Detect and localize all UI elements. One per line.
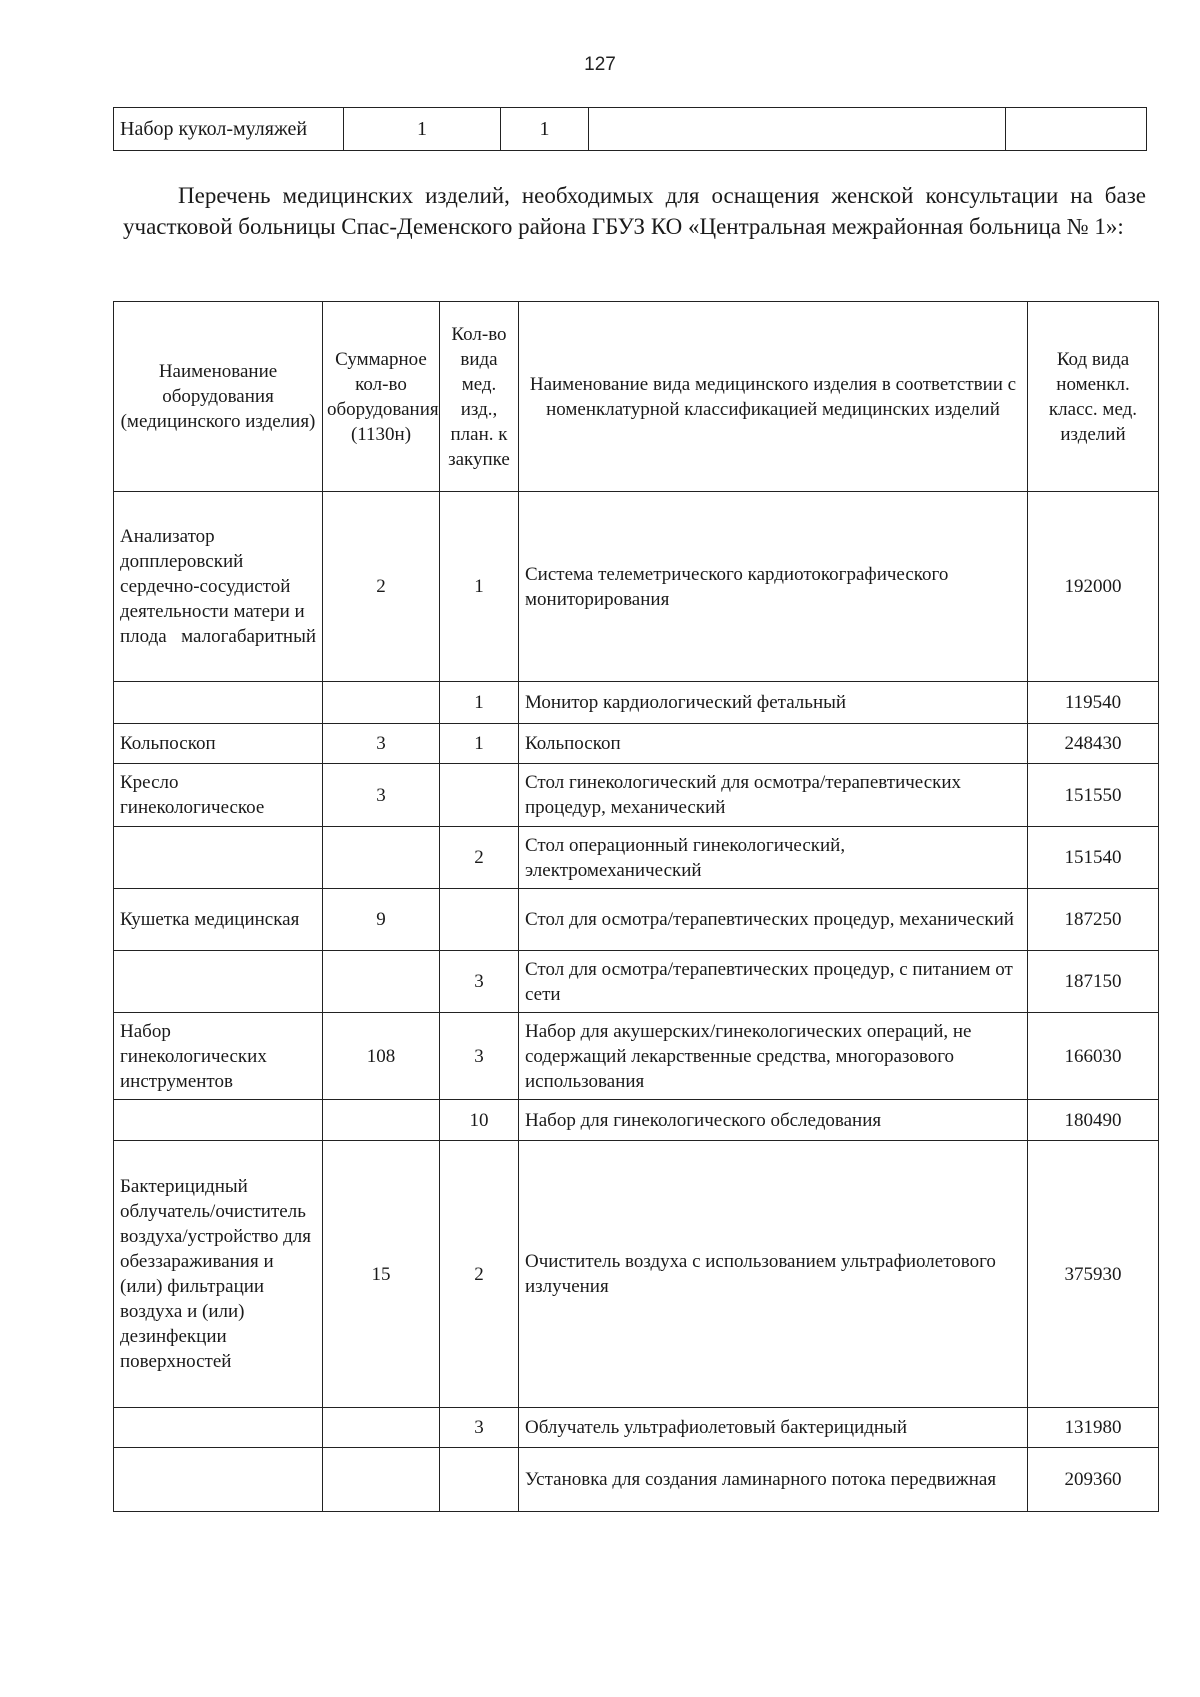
cell-name: Бактерицидный облучатель/очиститель воздуха/устройство для обеззараживания и (или) фильтрации воздуха и (или) дезинфекции поверхностей [114, 1141, 323, 1408]
cell-name: Кушетка медицинская [114, 889, 323, 951]
cell-code: 192000 [1028, 492, 1159, 682]
cell-qty-planned: 2 [440, 1141, 519, 1408]
cell-code: 187250 [1028, 889, 1159, 951]
cell-qty-total [323, 682, 440, 724]
cell-qty-planned [440, 889, 519, 951]
cell-device-name: Стол операционный гинекологический, электромеханический [519, 827, 1028, 889]
cell-name: Анализатор допплеровский сердечно-сосудистой деятельности матери и плода малогабаритный [114, 492, 323, 682]
cell-name: Набор гинекологических инструментов [114, 1013, 323, 1100]
cell-qty-total [323, 827, 440, 889]
cell-code: 248430 [1028, 724, 1159, 764]
intro-paragraph: Перечень медицинских изделий, необходимых для оснащения женской консультации на базе участковой больницы Спас-Деменского района ГБУЗ КО «Центральная межрайонная больница № 1»: [123, 183, 1146, 239]
cell-device-name: Очиститель воздуха с использованием ультрафиолетового излучения [519, 1141, 1028, 1408]
cell-device-name: Система телеметрического кардиотокографического мониторирования [519, 492, 1028, 682]
cell-name: Кольпоскоп [114, 724, 323, 764]
cell-qty-planned [440, 764, 519, 827]
cell-qty-total: 15 [323, 1141, 440, 1408]
cell-name [114, 1408, 323, 1448]
table-row [114, 827, 1159, 889]
cell-code: 119540 [1028, 682, 1159, 724]
header-name: Наименование оборудования (медицинского изделия) [114, 302, 323, 492]
cell-device-name: Стол гинекологический для осмотра/терапевтических процедур, механический [519, 764, 1028, 827]
table-row [114, 724, 1159, 764]
cell-qty-total: 108 [323, 1013, 440, 1100]
cell-code: 375930 [1028, 1141, 1159, 1408]
cell-code: 180490 [1028, 1100, 1159, 1141]
cell-device-name: Набор для акушерских/гинекологических операций, не содержащий лекарственные средства, многоразового использования [519, 1013, 1028, 1100]
table-row [114, 1100, 1159, 1141]
table-row [114, 1013, 1159, 1100]
table-row [114, 108, 1147, 151]
cell-code: 151550 [1028, 764, 1159, 827]
cell-name: Кресло гинекологическое [114, 764, 323, 827]
cell-qty-total [323, 1408, 440, 1448]
cell-qty-total: 3 [323, 764, 440, 827]
cell-device-name: Набор для гинекологического обследования [519, 1100, 1028, 1141]
table-row [114, 889, 1159, 951]
cell-name [114, 951, 323, 1013]
cell-qty-planned: 2 [440, 827, 519, 889]
header-row [114, 302, 1159, 492]
cell-name [114, 682, 323, 724]
cell-code: 187150 [1028, 951, 1159, 1013]
table-row [114, 951, 1159, 1013]
header-device-name: Наименование вида медицинского изделия в соответствии с номенклатурной классификацией медицинских изделий [519, 302, 1028, 492]
table-row [114, 682, 1159, 724]
cell-qty-total: 1 [344, 108, 501, 151]
cell-qty-planned: 3 [440, 1013, 519, 1100]
page-number: 127 [584, 54, 616, 75]
cell-code: 209360 [1028, 1448, 1159, 1512]
cell-qty-planned: 1 [440, 682, 519, 724]
cell-qty-planned: 3 [440, 1408, 519, 1448]
table-row [114, 1141, 1159, 1408]
cell-device-name: Монитор кардиологический фетальный [519, 682, 1028, 724]
cell-code: 166030 [1028, 1013, 1159, 1100]
header-qty-total: Суммарное кол-во оборудования (1130н) [323, 302, 440, 492]
cell-device-name: Стол для осмотра/терапевтических процедур, с питанием от сети [519, 951, 1028, 1013]
cell-qty-total: 2 [323, 492, 440, 682]
table-row [114, 764, 1159, 827]
cell-name [114, 1448, 323, 1512]
cell-code [1006, 108, 1147, 151]
cell-qty-planned: 3 [440, 951, 519, 1013]
header-qty-planned: Кол-во вида мед. изд., план. к закупке [440, 302, 519, 492]
table-row [114, 1448, 1159, 1512]
cell-qty-total [323, 1448, 440, 1512]
cell-device-name: Облучатель ультрафиолетовый бактерицидный [519, 1408, 1028, 1448]
cell-name [114, 827, 323, 889]
top-table [113, 107, 1147, 151]
cell-code: 151540 [1028, 827, 1159, 889]
cell-qty-planned: 1 [501, 108, 589, 151]
equipment-table [113, 301, 1159, 1512]
cell-device-name: Установка для создания ламинарного потока передвижная [519, 1448, 1028, 1512]
cell-code: 131980 [1028, 1408, 1159, 1448]
cell-device-name [589, 108, 1006, 151]
cell-qty-planned: 10 [440, 1100, 519, 1141]
cell-device-name: Кольпоскоп [519, 724, 1028, 764]
cell-qty-total: 9 [323, 889, 440, 951]
cell-qty-planned [440, 1448, 519, 1512]
cell-name: Набор кукол-муляжей [114, 108, 344, 151]
cell-name [114, 1100, 323, 1141]
table-row [114, 1408, 1159, 1448]
cell-qty-total [323, 951, 440, 1013]
cell-qty-planned: 1 [440, 492, 519, 682]
cell-qty-total [323, 1100, 440, 1141]
header-code: Код вида номенкл. класс. мед. изделий [1028, 302, 1159, 492]
cell-device-name: Стол для осмотра/терапевтических процедур, механический [519, 889, 1028, 951]
cell-qty-total: 3 [323, 724, 440, 764]
table-row [114, 492, 1159, 682]
cell-qty-planned: 1 [440, 724, 519, 764]
